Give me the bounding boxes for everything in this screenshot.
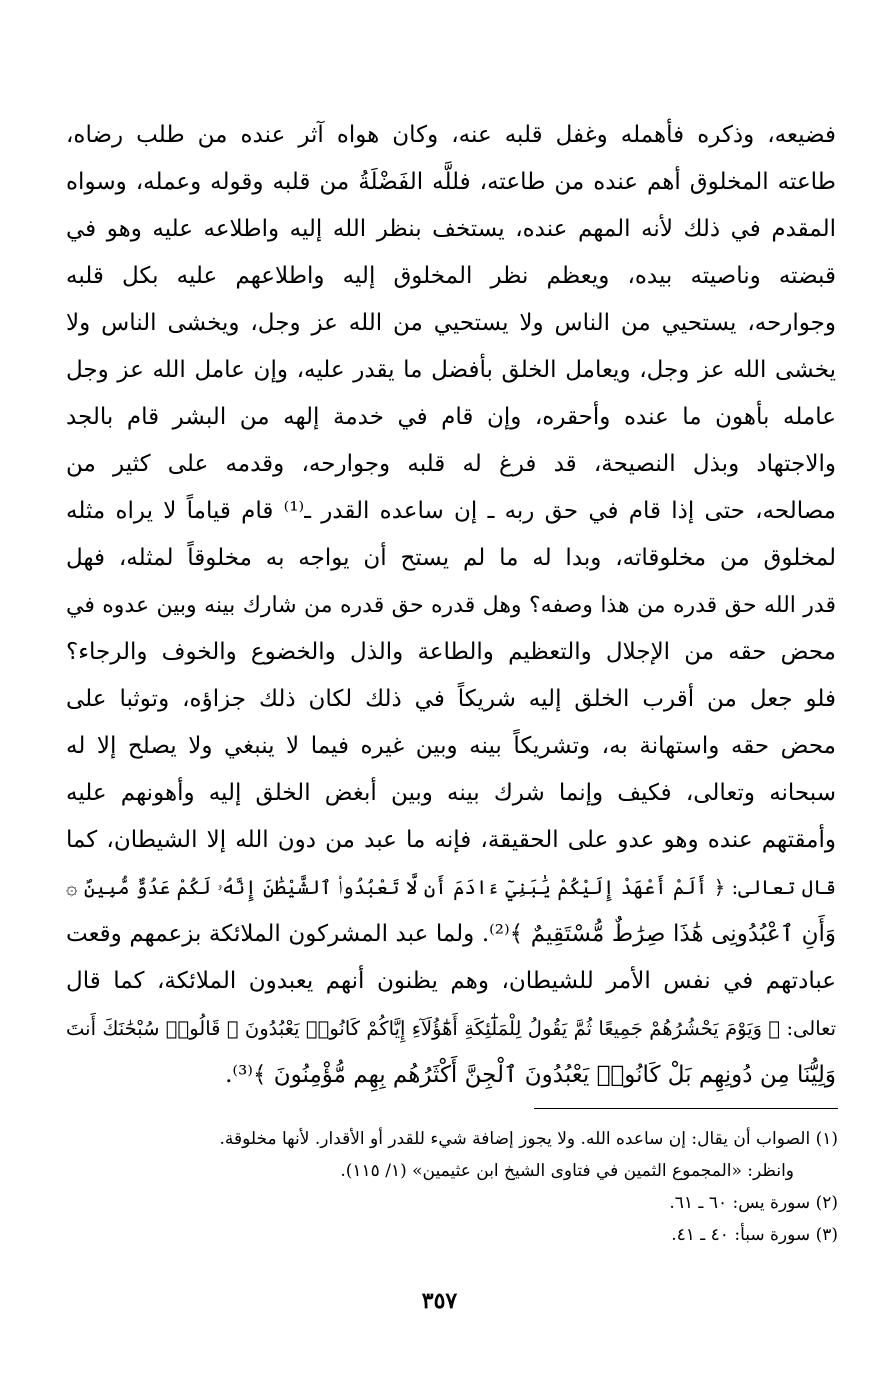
footnote-1-reference: وانظر: «المجموع الثمين في فتاوى الشيخ ابن عثيمين» (١/ ١١٥).	[340, 1161, 794, 1181]
quran-verse-line-2: وَأَنِ ٱعْبُدُونِى هَٰذَا صِرَٰطٌ مُّسْتَقِيمٌ ﴾⁽²⁾. ولما عبد المشركون الملائكة بزعمهم وقعت	[66, 921, 836, 947]
text-line-8: والاجتهاد وبذل النصيحة، قد فرغ له قلبه وجوارحه، وقدمه على كثير من	[66, 451, 836, 477]
text-line-11: قدر الله حق قدره من هذا وصفه؟ وهل قدره حق قدره من شارك بينه وبين عدوه في	[66, 593, 836, 618]
main-text	[66, 112, 836, 1099]
text-line-5: وجوارحه، يستحيي من الناس ولا يستحيي من الله عز وجل، ويخشى الناس ولا	[66, 310, 836, 336]
text-line-7: عامله بأهون ما عنده وأحقره، وإن قام في خدمة إلهه من البشر قام بالجد	[66, 404, 836, 430]
text-line-9: مصالحه، حتى إذا قام في حق ربه ـ إن ساعده القدر ـ⁽¹⁾ قام قياماً لا يراه مثله	[66, 498, 837, 524]
quran-verse-line-3: تعالى: ﴿ وَيَوْمَ يَحْشُرُهُمْ جَمِيعًا ثُمَّ يَقُولُ لِلْمَلَٰٓئِكَةِ أَهَٰٓؤُلَآءِ إِيَّاكُمْ كَانُوا۟ يَعْبُدُونَ ۞ قَالُوا۟ سُبْحَٰنَكَ أَنتَ	[66, 1017, 836, 1040]
text-line-1: فضيعه، وذكره فأهمله وغفل قلبه عنه، وكان هواه آثر عنده من طلب رضاه،	[66, 122, 836, 148]
text-line-10: لمخلوق من مخلوقاته، وبدا له ما لم يستح أن يواجه به مخلوقاً لمثله، فهل	[66, 545, 836, 571]
footnote-1: (١) الصواب أن يقال: إن ساعده الله. ولا يجوز إضافة شيء للقدر أو الأقدار. لأنها مخلوقة.	[219, 1129, 838, 1149]
text-line-12: محض حقه من الإجلال والتعظيم والطاعة والذل والخضوع والخوف والرجاء؟	[66, 639, 836, 665]
text-line-14: محض حقه واستهانة به، وتشريكاً بينه وبين غيره فيما لا ينبغي ولا يصلح إلا له	[66, 733, 836, 759]
page-number: ٣٥٧	[421, 1288, 458, 1314]
text-line-19: عبادتهم في نفس الأمر للشيطان، وهم يظنون أنهم يعبدون الملائكة، كما قال	[66, 968, 836, 994]
text-line-2: طاعته المخلوق أهم عنده من طاعته، فللَّه الفَضْلَةُ من قلبه وقوله وعمله، وسواه	[66, 169, 836, 195]
footnote-separator	[534, 1108, 838, 1109]
quran-verse-line-1: قال تعالى: ﴿ أَلَمْ أَعْهَدْ إِلَيْكُمْ يَٰبَنِيٓ ءَادَمَ أَن لَّا تَعْبُدُوا۟ ٱلشَّيْطَٰنَ إِنَّهُۥ لَكُمْ عَدُوٌّ مُّبِينٌ ۞	[66, 876, 836, 899]
footnote-3: (٣) سورة سبأ: ٤٠ ـ ٤١.	[671, 1225, 838, 1245]
text-line-13: فلو جعل من أقرب الخلق إليه شريكاً في ذلك لكان ذلك جزاؤه، وتوثبا على	[66, 686, 836, 712]
text-line-15: سبحانه وتعالى، فكيف وإنما شرك بينه وبين أبغض الخلق إليه وأهونهم عليه	[66, 780, 836, 806]
text-line-6: يخشى الله عز وجل، ويعامل الخلق بأفضل ما يقدر عليه، وإن عامل الله عز وجل	[66, 357, 836, 383]
text-line-16: وأمقتهم عنده وهو عدو على الحقيقة، فإنه ما عبد من دون الله إلا الشيطان، كما	[66, 827, 836, 853]
footnotes	[66, 1123, 838, 1251]
text-line-4: قبضته وناصيته بيده، ويعظم نظر المخلوق إليه واطلاعهم عليه بكل قلبه	[66, 263, 836, 289]
text-line-3: المقدم في ذلك لأنه المهم عنده، يستخف بنظر الله إليه واطلاعه عليه وهو في	[66, 216, 836, 242]
quran-verse-line-4: وَلِيُّنَا مِن دُونِهِم بَلْ كَانُوا۟ يَعْبُدُونَ ٱلْجِنَّ أَكْثَرُهُم بِهِم مُّؤْمِنُونَ ﴾⁽³⁾.	[225, 1062, 836, 1088]
footnote-2: (٢) سورة يس: ٦٠ ـ ٦١.	[669, 1193, 838, 1213]
